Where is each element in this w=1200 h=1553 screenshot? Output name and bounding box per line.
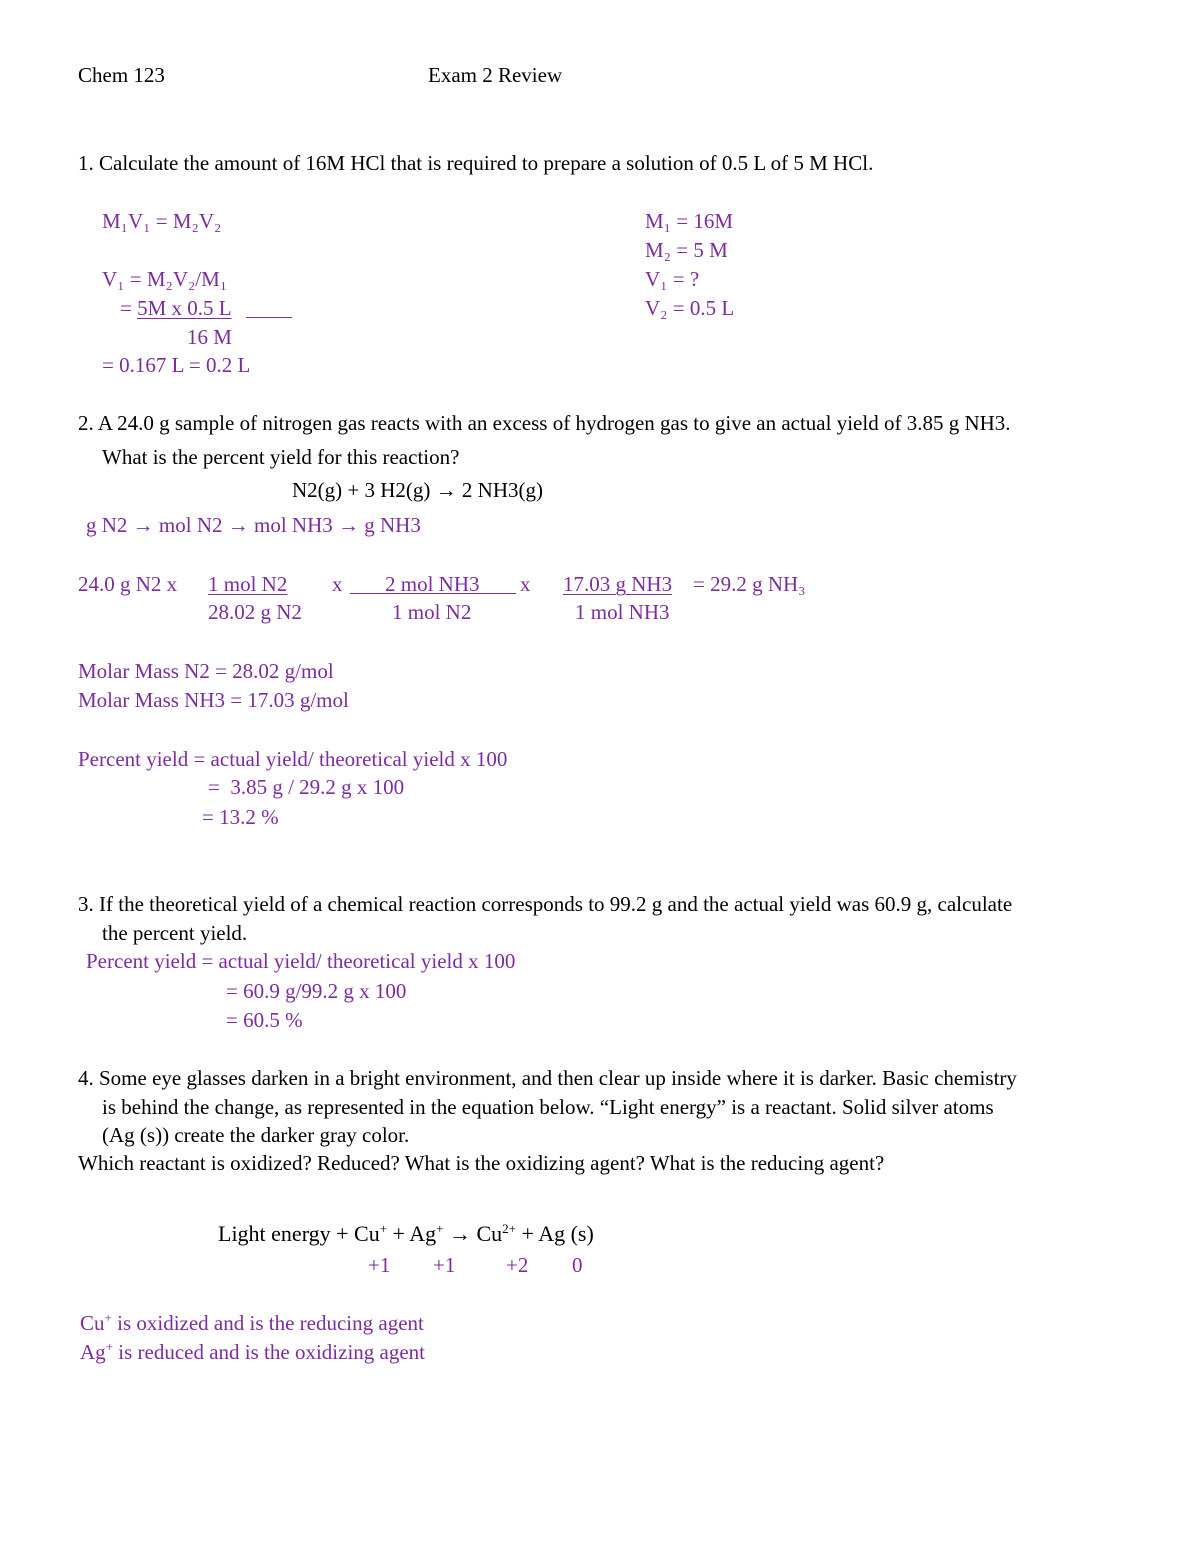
q1-given-v1: V₁ = ? xyxy=(645,267,700,291)
q4-answer2-species: Ag xyxy=(80,1340,106,1364)
q2-question-line1: 2. A 24.0 g sample of nitrogen gas reacts with an excess of hydrogen gas to give an actual yield of 3.85 g NH3. xyxy=(78,411,1011,435)
q2-factor1-numerator: 1 mol N2 xyxy=(208,572,288,596)
q4-oxidation-state-cu2: +2 xyxy=(506,1253,529,1277)
q4-redox-equation xyxy=(218,1221,594,1247)
q1-substitution-numerator: 5M x 0.5 L xyxy=(137,296,232,320)
q4-answer1-species: Cu xyxy=(80,1311,105,1335)
q1-answer: = 0.167 L = 0.2 L xyxy=(102,353,251,377)
q4-equation-part1: Light energy + Cu xyxy=(218,1221,380,1246)
q1-substitution-denominator: 16 M xyxy=(187,325,232,349)
q1-given-v2: V₂ = 0.5 L xyxy=(645,296,735,320)
q2-factor3-numerator: 17.03 g NH3 xyxy=(563,572,673,596)
q2-molar-mass-nh3: Molar Mass NH3 = 17.03 g/mol xyxy=(78,688,349,712)
q2-calc-start: 24.0 g N2 x xyxy=(78,572,178,596)
document-title: Exam 2 Review xyxy=(428,63,563,87)
q4-equation-part3: → Cu xyxy=(443,1221,503,1246)
q2-percent-yield-substitution: = 3.85 g / 29.2 g x 100 xyxy=(208,775,405,799)
q3-percent-yield-substitution: = 60.9 g/99.2 g x 100 xyxy=(226,979,407,1003)
q4-question-line1: 4. Some eye glasses darken in a bright environment, and then clear up inside where it is darker. Basic chemistry xyxy=(78,1066,1017,1090)
q4-equation-part4: + Ag (s) xyxy=(516,1221,594,1246)
q4-question-line2: is behind the change, as represented in the equation below. “Light energy” is a reactant. Solid silver atoms xyxy=(102,1095,994,1119)
q4-answer1-charge: + xyxy=(104,1310,112,1325)
q2-factor2-numerator: 2 mol NH3 xyxy=(385,572,480,596)
q3-question-line2: the percent yield. xyxy=(102,921,248,945)
q2-factor1-denominator: 28.02 g N2 xyxy=(208,600,302,624)
q4-answer2-charge: + xyxy=(105,1339,114,1354)
q1-fraction-bar-extension xyxy=(246,317,292,318)
q4-equation-charge3: 2+ xyxy=(502,1221,517,1236)
q1-substitution-equals: = xyxy=(120,296,138,320)
q2-molar-mass-n2: Molar Mass N2 = 28.02 g/mol xyxy=(78,659,334,683)
q1-substitution xyxy=(120,296,232,321)
q1-question: 1. Calculate the amount of 16M HCl that is required to prepare a solution of 0.5 L of 5 M HCl. xyxy=(78,151,874,175)
q1-given-m1: M₁ = 16M xyxy=(645,209,734,233)
q1-solve-v1: V₁ = M₂V₂/M₁ xyxy=(102,267,228,291)
q4-oxidation-state-cu: +1 xyxy=(368,1253,391,1277)
q2-percent-yield-formula: Percent yield = actual yield/ theoretical yield x 100 xyxy=(78,747,508,771)
q3-question-line1: 3. If the theoretical yield of a chemical reaction corresponds to 99.2 g and the actual yield was 60.9 g, calculate xyxy=(78,892,1013,916)
q4-question-line4: Which reactant is oxidized? Reduced? What is the oxidizing agent? What is the reducing agent? xyxy=(78,1151,885,1175)
q4-equation-charge1: + xyxy=(379,1221,388,1236)
q2-question-line2: What is the percent yield for this reaction? xyxy=(102,445,460,469)
q3-percent-yield-formula: Percent yield = actual yield/ theoretical yield x 100 xyxy=(86,949,516,973)
q2-factor3-denominator: 1 mol NH3 xyxy=(575,600,670,624)
q2-reaction: N2(g) + 3 H2(g) → 2 NH3(g) xyxy=(292,478,543,502)
q4-answer-reduced xyxy=(80,1340,425,1365)
q2-factor2-denominator: 1 mol N2 xyxy=(392,600,472,624)
q4-equation-part2: + Ag xyxy=(387,1221,437,1246)
q2-result: = 29.2 g NH₃ xyxy=(693,572,806,596)
q1-dilution-formula: M₁V₁ = M₂V₂ xyxy=(102,209,222,233)
course-title: Chem 123 xyxy=(78,63,165,87)
q1-given-m2: M₂ = 5 M xyxy=(645,238,728,262)
q3-percent-yield-answer: = 60.5 % xyxy=(226,1008,303,1032)
q2-times-1: x xyxy=(332,572,343,596)
q4-oxidation-state-ag: +1 xyxy=(433,1253,456,1277)
q4-answer1-text: is oxidized and is the reducing agent xyxy=(111,1311,424,1335)
q4-equation-charge2: + xyxy=(436,1221,444,1236)
q2-conversion-path: g N2 → mol N2 → mol NH3 → g NH3 xyxy=(86,513,421,537)
q4-answer-oxidized xyxy=(80,1311,424,1336)
q4-question-line3: (Ag (s)) create the darker gray color. xyxy=(102,1123,410,1147)
q2-times-2: x xyxy=(520,572,531,596)
q4-answer2-text: is reduced and is the oxidizing agent xyxy=(113,1340,426,1364)
q2-percent-yield-answer: = 13.2 % xyxy=(202,805,279,829)
q4-oxidation-state-ag-s: 0 xyxy=(572,1253,583,1277)
